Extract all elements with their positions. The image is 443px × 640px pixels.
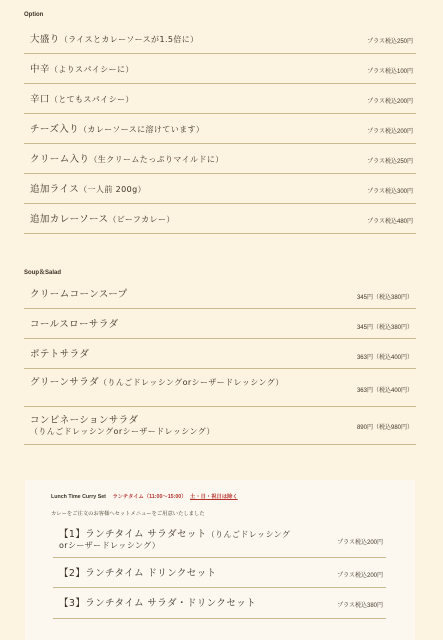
lunch-title: Lunch Time Curry Set <box>51 494 106 500</box>
item-price: プラス税込200円 <box>337 573 383 579</box>
item-name: ポテトサラダ <box>30 349 90 360</box>
list-item <box>53 558 386 588</box>
item-price: 345円（税込380円） <box>356 325 413 331</box>
item-price: プラス税込200円 <box>367 99 413 105</box>
list-item <box>24 309 416 339</box>
item-name: チーズ入り <box>30 124 80 135</box>
list-item <box>24 369 416 407</box>
item-note: （りんごドレッシングorシーザードレッシング） <box>99 378 284 387</box>
list-item <box>24 144 416 174</box>
item-price: 890円（税込980円） <box>356 425 413 431</box>
item-note: （りんごドレッシングorシーザードレッシング） <box>59 530 291 550</box>
lunch-list <box>53 523 386 619</box>
list-item <box>24 339 416 369</box>
item-price: プラス税込200円 <box>367 129 413 135</box>
item-name: 辛口 <box>30 94 50 105</box>
item-price: プラス税込300円 <box>367 189 413 195</box>
item-name: クリームコーンスープ <box>30 289 128 300</box>
list-item <box>24 280 416 309</box>
item-note: （ライスとカレーソースが1.5倍に） <box>59 35 199 44</box>
item-price: 345円（税込380円） <box>356 295 413 301</box>
list-item <box>24 407 416 445</box>
list-item <box>53 523 386 558</box>
item-note: （ビーフカレー） <box>108 215 175 224</box>
item-name: コンビネーションサラダ <box>30 415 139 426</box>
item-note: （とてもスパイシー） <box>49 95 134 104</box>
item-price: 363円（税込400円） <box>356 388 413 394</box>
lunch-time: ランチタイム（11:00〜15:00） <box>112 494 187 500</box>
list-item <box>24 204 416 234</box>
lunch-note: カレーをご注文のお客様へセットメニューをご用意いたしました <box>51 511 205 517</box>
item-note: （生クリームたっぷりマイルドに） <box>89 155 224 164</box>
list-item <box>24 174 416 204</box>
list-item <box>24 84 416 114</box>
list-item <box>24 24 416 54</box>
item-name: 【2】ランチタイム ドリンクセット <box>59 568 217 579</box>
item-price: プラス税込100円 <box>367 69 413 75</box>
soup-salad-list <box>24 280 416 445</box>
soup-salad-section-title: Soup＆Salad <box>24 270 62 276</box>
option-section-title: Option <box>24 12 44 18</box>
item-name: コールスローサラダ <box>30 319 119 330</box>
option-list <box>24 24 416 234</box>
item-price: プラス税込250円 <box>367 159 413 165</box>
item-price: プラス税込480円 <box>367 219 413 225</box>
item-name: 追加カレーソース <box>30 214 109 225</box>
item-name: 【3】ランチタイム サラダ・ドリンクセット <box>59 598 257 609</box>
item-note: （よりスパイシーに） <box>49 65 134 74</box>
item-name: 追加ライス <box>30 184 80 195</box>
item-name: 大盛り <box>30 34 60 45</box>
list-item <box>24 54 416 84</box>
lunch-days-link[interactable]: 土・日・祝日は除く <box>190 494 238 500</box>
item-price: 363円（税込400円） <box>356 355 413 361</box>
item-note: （カレーソースに溶けています） <box>79 125 205 134</box>
list-item <box>24 114 416 144</box>
item-note: （りんごドレッシングorシーザードレッシング） <box>30 427 215 436</box>
lunch-set-panel <box>25 480 415 640</box>
item-name: 中辛 <box>30 64 50 75</box>
item-name: グリーンサラダ <box>30 377 100 388</box>
item-price: プラス税込200円 <box>337 540 383 546</box>
item-price: プラス税込380円 <box>337 603 383 609</box>
item-price: プラス税込250円 <box>367 39 413 45</box>
item-name: クリーム入り <box>30 154 90 165</box>
item-name: 【1】ランチタイム サラダセット <box>59 529 207 540</box>
item-note: （一人前 200g） <box>79 185 147 194</box>
lunch-header <box>51 492 238 500</box>
list-item <box>53 588 386 619</box>
